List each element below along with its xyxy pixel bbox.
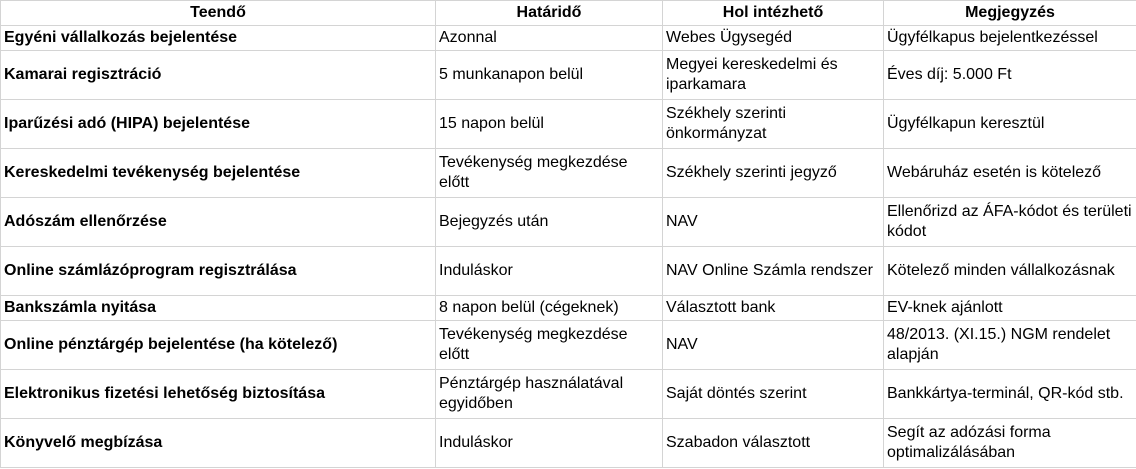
task-cell: Kereskedelmi tevékenység bejelentése xyxy=(1,149,436,198)
table-row xyxy=(1,51,1136,100)
task-cell: Elektronikus fizetési lehetőség biztosítása xyxy=(1,370,436,419)
deadline-cell: Induláskor xyxy=(436,247,663,296)
column-header-note: Megjegyzés xyxy=(884,1,1136,26)
where-cell: Székhely szerinti jegyző xyxy=(663,149,884,198)
table-row xyxy=(1,247,1136,296)
header-row xyxy=(1,1,1136,26)
task-cell: Iparűzési adó (HIPA) bejelentése xyxy=(1,100,436,149)
deadline-cell: Induláskor xyxy=(436,419,663,468)
where-cell: Választott bank xyxy=(663,296,884,321)
deadline-cell: Azonnal xyxy=(436,26,663,51)
column-header-where: Hol intézhető xyxy=(663,1,884,26)
table-row xyxy=(1,100,1136,149)
where-cell: Megyei kereskedelmi és iparkamara xyxy=(663,51,884,100)
column-header-deadline: Határidő xyxy=(436,1,663,26)
task-cell: Könyvelő megbízása xyxy=(1,419,436,468)
table-row xyxy=(1,149,1136,198)
note-cell: 48/2013. (XI.15.) NGM rendelet alapján xyxy=(884,321,1136,370)
where-cell: NAV xyxy=(663,198,884,247)
note-cell: Segít az adózási forma optimalizálásában xyxy=(884,419,1136,468)
note-cell: EV-knek ajánlott xyxy=(884,296,1136,321)
table-row xyxy=(1,26,1136,51)
deadline-cell: 5 munkanapon belül xyxy=(436,51,663,100)
where-cell: NAV Online Számla rendszer xyxy=(663,247,884,296)
deadline-cell: 15 napon belül xyxy=(436,100,663,149)
deadline-cell: Pénztárgép használatával egyidőben xyxy=(436,370,663,419)
table-row xyxy=(1,198,1136,247)
table-row xyxy=(1,296,1136,321)
note-cell: Éves díj: 5.000 Ft xyxy=(884,51,1136,100)
task-cell: Online pénztárgép bejelentése (ha kötelező) xyxy=(1,321,436,370)
note-cell: Ügyfélkapun keresztül xyxy=(884,100,1136,149)
where-cell: Webes Ügysegéd xyxy=(663,26,884,51)
table-row xyxy=(1,370,1136,419)
deadline-cell: Tevékenység megkezdése előtt xyxy=(436,321,663,370)
task-cell: Bankszámla nyitása xyxy=(1,296,436,321)
deadline-cell: 8 napon belül (cégeknek) xyxy=(436,296,663,321)
note-cell: Ellenőrizd az ÁFA-kódot és területi kódot xyxy=(884,198,1136,247)
where-cell: Saját döntés szerint xyxy=(663,370,884,419)
where-cell: Szabadon választott xyxy=(663,419,884,468)
task-cell: Kamarai regisztráció xyxy=(1,51,436,100)
deadline-cell: Bejegyzés után xyxy=(436,198,663,247)
deadline-cell: Tevékenység megkezdése előtt xyxy=(436,149,663,198)
task-cell: Egyéni vállalkozás bejelentése xyxy=(1,26,436,51)
note-cell: Ügyfélkapus bejelentkezéssel xyxy=(884,26,1136,51)
where-cell: Székhely szerinti önkormányzat xyxy=(663,100,884,149)
column-header-task: Teendő xyxy=(1,1,436,26)
note-cell: Webáruház esetén is kötelező xyxy=(884,149,1136,198)
where-cell: NAV xyxy=(663,321,884,370)
table-row xyxy=(1,321,1136,370)
note-cell: Bankkártya-terminál, QR-kód stb. xyxy=(884,370,1136,419)
task-cell: Adószám ellenőrzése xyxy=(1,198,436,247)
task-cell: Online számlázóprogram regisztrálása xyxy=(1,247,436,296)
table-row xyxy=(1,419,1136,468)
note-cell: Kötelező minden vállalkozásnak xyxy=(884,247,1136,296)
